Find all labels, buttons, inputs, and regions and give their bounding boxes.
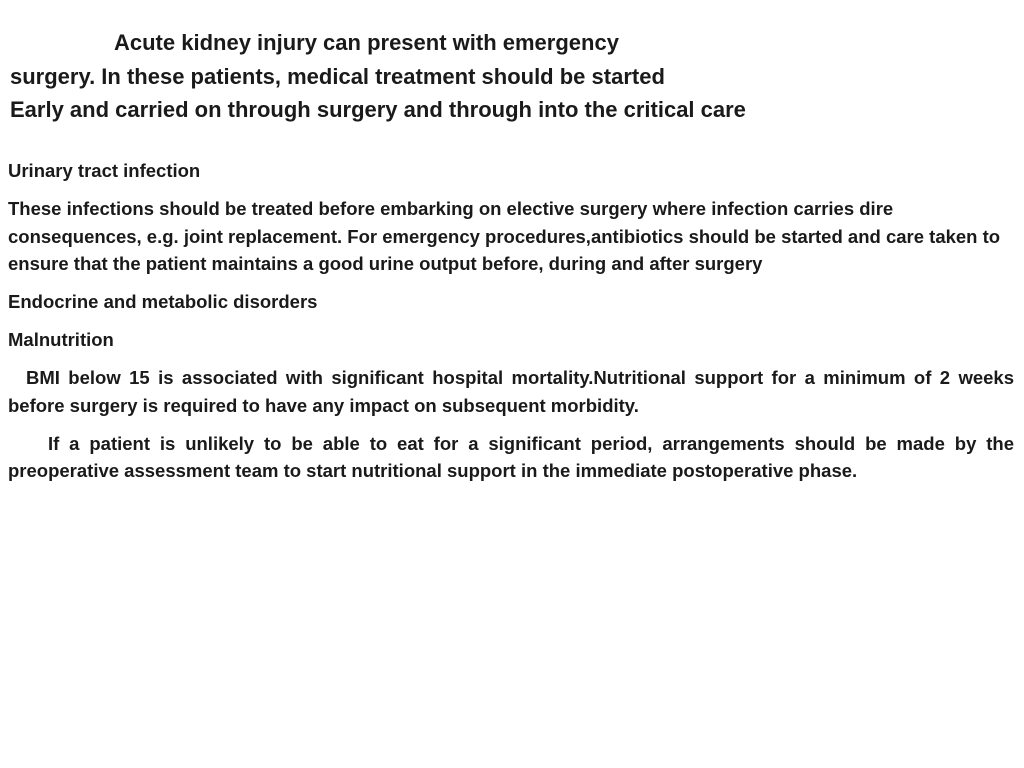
nutrition-paragraph: If a patient is unlikely to be able to eat for a significant period, arrangements should be made by the preoperative assessment team to start nutritional support in the immediate postoperative phase.	[8, 432, 1014, 481]
slide-title	[10, 26, 1010, 127]
title-line-2: surgery. In these patients, medical treatment should be started	[10, 63, 665, 89]
title-line-3: Early and carried on through surgery and through into the critical care	[10, 97, 746, 122]
slide-body	[8, 157, 1014, 495]
uti-heading: Urinary tract infection	[8, 160, 201, 181]
bmi-paragraph: BMI below 15 is associated with significant hospital mortality.Nutritional support for a minimum of 2 weeks before surgery is required to have any impact on subsequent morbidity.	[8, 367, 1014, 416]
malnutrition-heading: Malnutrition	[8, 329, 114, 350]
title-line-1: Acute kidney injury can present with emergency	[114, 30, 619, 55]
uti-paragraph: These infections should be treated before embarking on elective surgery where infection carries dire consequences, e.g. joint replacement. For emergency procedures,antibiotics should be started and care taken to ensure that the patient maintains a good urine output before, during and after surgery	[8, 198, 1001, 274]
endocrine-heading: Endocrine and metabolic disorders	[8, 291, 318, 312]
